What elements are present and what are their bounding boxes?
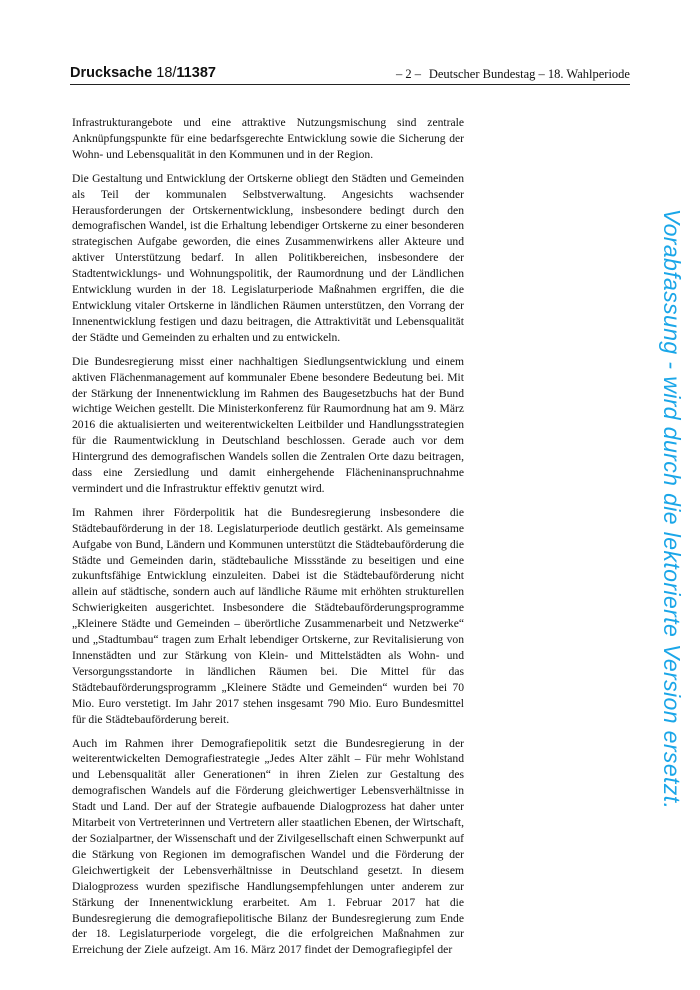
doc-number-prefix: 18/ [156, 65, 177, 81]
paragraph: Infrastrukturangebote und eine attraktive Nutzungsmischung sind zentrale Anknüpfungspunkte für eine bedarfsgerechte Entwicklung sowie die Sicherung der Wohn- und Lebensqualität in den Kommunen und in der Region. [72, 116, 464, 161]
paragraph: Die Gestaltung und Entwicklung der Ortskerne obliegt den Städten und Gemeinden als Teil der kommunalen Selbstverwaltung. Angesichts wachsender Herausforderungen der Ortskernentwicklung, insbesondere bedingt durch den demografischen Wandel, ist die Erhaltung lebendiger Ortskerne zu einer besonderen strategischen Aufgabe geworden, die eines Zusammenwirkens aller Akteure und aktiver Unterstützung bedarf. In allen Politikbereichen, insbesondere der Stadtentwicklungs- und Wohnungspolitik, der Raumordnung und der Ländlichen Entwicklung wurden in der 18. Legislaturperiode Maßnahmen ergriffen, die die Entwicklung vitaler Ortskerne in ländlichen Räumen unterstützen, den Vorrang der Innenentwicklung festigen und dazu beitragen, die Attraktivität und Lebensqualität der Städte und Gemeinden zu erhalten und zu entwickeln. [72, 171, 464, 344]
doc-number: 11387 [176, 65, 216, 81]
body-text [72, 115, 464, 958]
document-number [70, 64, 216, 82]
watermark-text: Vorabfassung - wird durch die lektorierte Version ersetzt. [659, 208, 685, 810]
page-number: – 2 – [396, 67, 421, 81]
paragraph: Im Rahmen ihrer Förderpolitik hat die Bundesregierung insbesondere die Städtebauförderung in der 18. Legislaturperiode deutlich gestärkt. Als gemeinsame Aufgabe von Bund, Ländern und Kommunen unterstützt die Städtebauförderung die Städte und Gemeinden darin, städtebauliche Missstände zu beseitigen und eine zukunftsfähige Entwicklung einzuleiten. Dabei ist die Städtebauförderung nicht allein auf städtische, sondern auch auf ländliche Räume mit erhöhten strukturellen Schwierigkeiten ausgerichtet. Insbesondere die Städtebauförderungsprogramme „Kleinere Städte und Gemeinden – überörtliche Zusammenarbeit und Netzwerke“ und „Stadtumbau“ tragen zum Erhalt lebendiger Ortskerne, zur Revitalisierung von Innenstädten und zur Stärkung von Klein- und Mittelstädten als Wohn- und Versorgungsstandorte in ländlichen Räumen bei. Die Mittel für das Städtebauförderungsprogramm „Kleinere Städte und Gemeinden“ wurden bei 70 Mio. Euro verstetigt. Im Jahr 2017 stehen insgesamt 790 Mio. Euro Bundesmittel für die Städtebauförderung bereit. [72, 505, 464, 726]
paragraph: Auch im Rahmen ihrer Demografiepolitik setzt die Bundesregierung in der weiterentwickelten Demografiestrategie „Jedes Alter zählt – Für mehr Wohlstand und Lebensqualität aller Generationen“ in ihren Zielen zur Gestaltung des demografischen Wandels auf die Förderung gleichwertiger Lebensverhältnisse in Stadt und Land. Der auf der Strategie aufbauende Dialogprozess hat daher unter Mitarbeit von Vertreterinnen und Vertretern aller staatlichen Ebenen, der Wirtschaft, der Sozialpartner, der Wissenschaft und der Zivilgesellschaft einen Schwerpunkt auf die Stärkung von Regionen im demografischen Wandel und die Förderung der Gleichwertigkeit der Lebensverhältnisse in Deutschland gesetzt. In diesem Dialogprozess wurden spezifische Handlungsempfehlungen unter anderem zur Stärkung der Innenentwicklung erarbeitet. Am 1. Februar 2017 hat die Bundesregierung die demografiepolitische Bilanz der Bundesregierung zum Ende der 18. Legislaturperiode vorgelegt, die die erfolgreichen Maßnahmen zur Erreichung der Ziele aufzeigt. Am 16. März 2017 findet der Demografiegipfel der [72, 736, 464, 957]
paragraph: Die Bundesregierung misst einer nachhaltigen Siedlungsentwicklung und einem aktiven Flächenmanagement auf kommunaler Ebene besondere Bedeutung bei. Mit der Stärkung der Innenentwicklung im Rahmen des Baugesetzbuchs hat der Bund wichtige Weichen gestellt. Die Ministerkonferenz für Raumordnung hat am 9. März 2016 die aktualisierten und weiterentwickelten Leitbilder und Handlungsstrategien für die Raumentwicklung in Deutschland beschlossen. Gerade auch vor dem Hintergrund des demografischen Wandels sollen die Zentralen Orte dazu beitragen, dass eine Zersiedlung und damit einhergehende Flächeninanspruchnahme vermindert und die Infrastruktur effektiv genutzt wird. [72, 354, 464, 495]
publisher: Deutscher Bundestag – 18. Wahlperiode [428, 67, 630, 81]
doc-label: Drucksache [70, 65, 153, 81]
page-header [70, 64, 630, 85]
